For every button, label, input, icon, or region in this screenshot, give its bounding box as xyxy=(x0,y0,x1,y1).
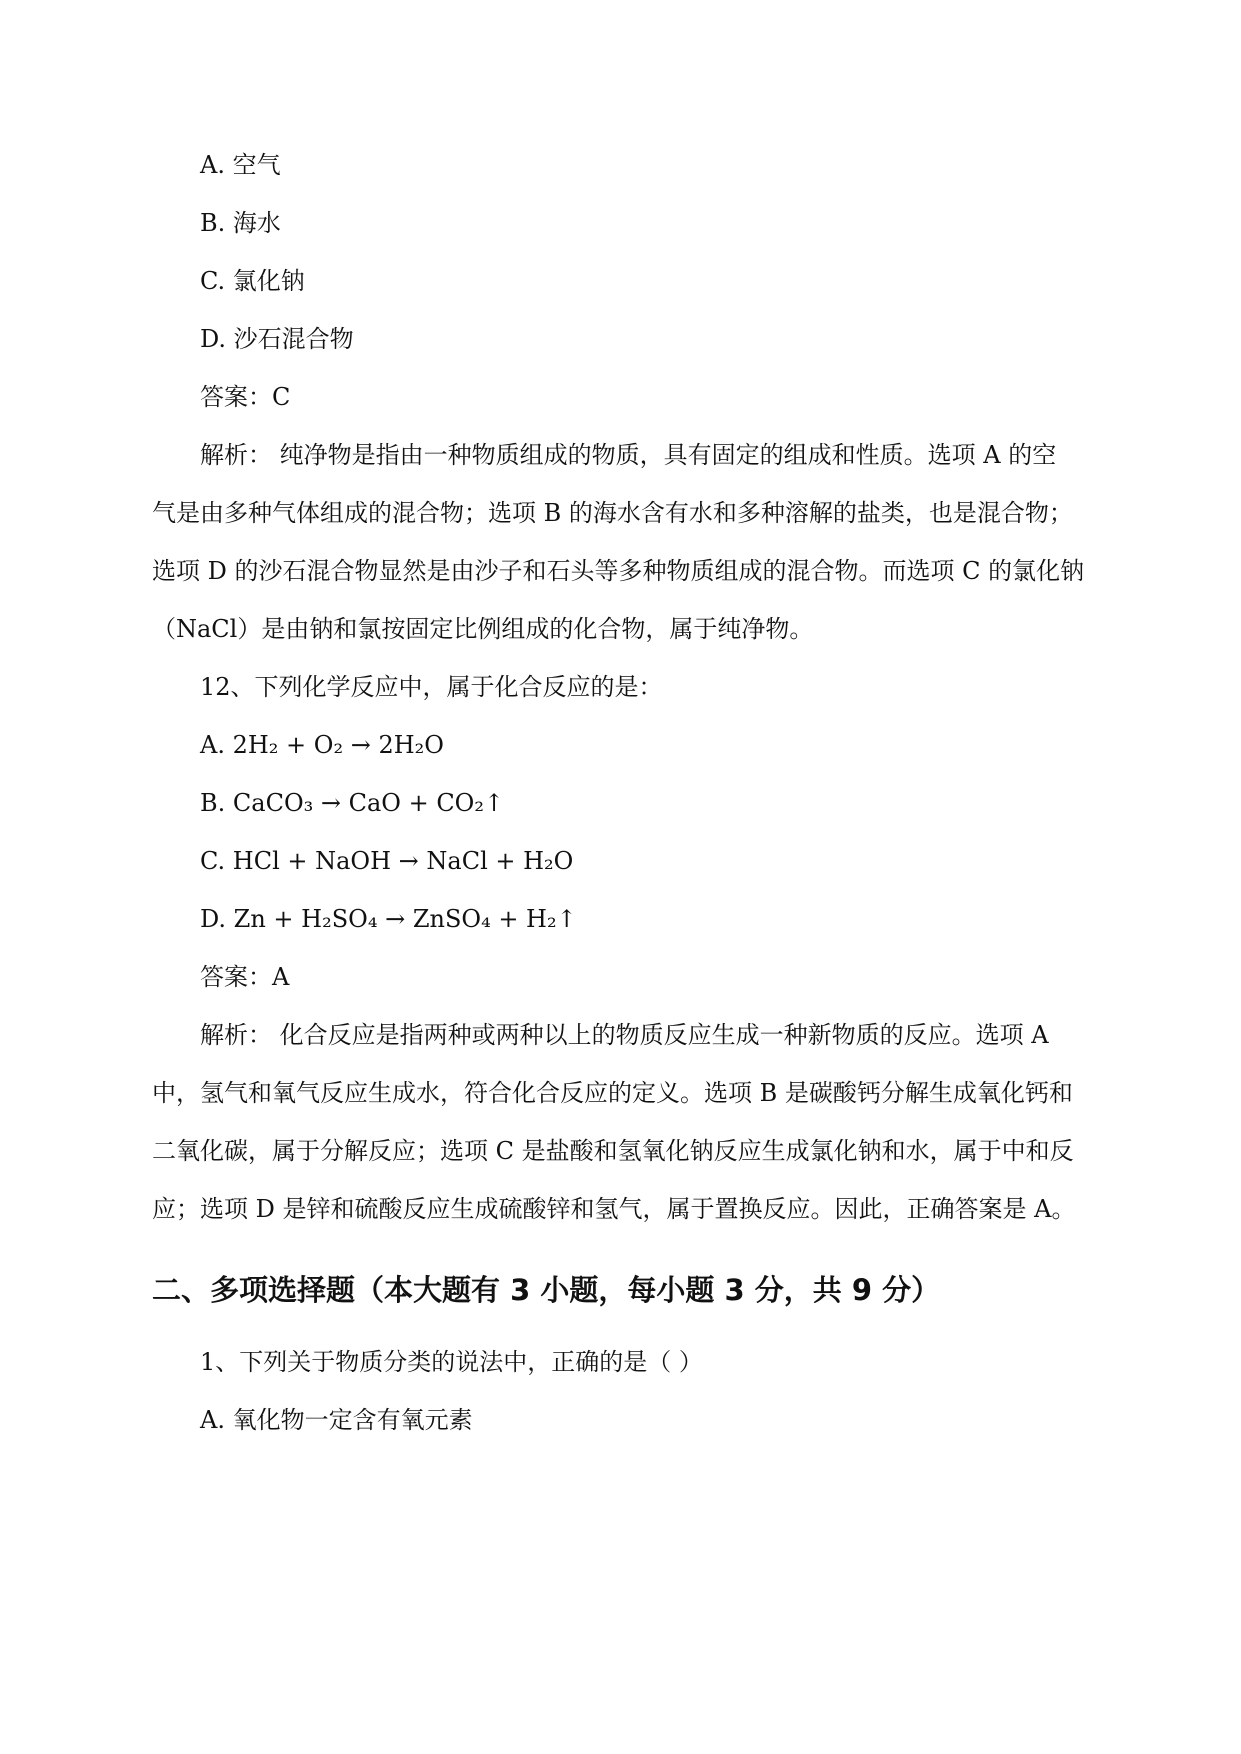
q12-analysis-line-3: 二氧化碳，属于分解反应；选项 C 是盐酸和氢氧化钠反应生成氯化钠和水，属于中和反 xyxy=(152,1137,1074,1165)
q12-option-d xyxy=(200,902,577,936)
q11-analysis-line-2: 气是由多种气体组成的混合物；选项 B 的海水含有水和多种溶解的盐类，也是混合物； xyxy=(152,499,1073,527)
q12-option-c-equation: HCl + NaOH → NaCl + H₂O xyxy=(232,847,574,875)
q12-option-b-equation: CaCO₃ → CaO + CO₂↑ xyxy=(232,789,505,817)
q11-option-c: C. 氯化钠 xyxy=(200,267,305,295)
q12-stem: 12、下列化学反应中，属于化合反应的是： xyxy=(200,673,663,701)
q11-analysis-line-1: 解析： 纯净物是指由一种物质组成的物质，具有固定的组成和性质。选项 A 的空 xyxy=(200,441,1057,469)
q12-option-d-prefix: D. xyxy=(200,905,227,933)
q12-analysis-line-4: 应；选项 D 是锌和硫酸反应生成硫酸锌和氢气，属于置换反应。因此，正确答案是 A。 xyxy=(152,1195,1076,1223)
q11-answer: 答案：C xyxy=(200,383,291,411)
q12-option-b-prefix: B. xyxy=(200,789,226,817)
q12-option-d-equation: Zn + H₂SO₄ → ZnSO₄ + H₂↑ xyxy=(233,905,577,933)
q12-answer: 答案：A xyxy=(200,963,290,991)
section-2-q1-option-a: A. 氧化物一定含有氧元素 xyxy=(200,1406,473,1434)
q12-option-a xyxy=(200,728,444,762)
q12-option-b xyxy=(200,786,504,820)
q12-option-c-prefix: C. xyxy=(200,847,226,875)
q11-analysis-line-3: 选项 D 的沙石混合物显然是由沙子和石头等多种物质组成的混合物。而选项 C 的氯化钠 xyxy=(152,557,1085,585)
q12-option-a-equation: 2H₂ + O₂ → 2H₂O xyxy=(232,731,444,759)
q12-option-a-prefix: A. xyxy=(200,731,225,759)
section-2-title: 二、多项选择题（本大题有 3 小题，每小题 3 分，共 9 分） xyxy=(152,1273,941,1307)
q11-analysis-line-4: （NaCl）是由钠和氯按固定比例组成的化合物，属于纯净物。 xyxy=(152,615,814,643)
q12-analysis-line-1: 解析： 化合反应是指两种或两种以上的物质反应生成一种新物质的反应。选项 A xyxy=(200,1021,1049,1049)
q12-option-c xyxy=(200,844,573,878)
section-2-q1-stem: 1、下列关于物质分类的说法中，正确的是（ ） xyxy=(200,1348,703,1376)
q11-option-b: B. 海水 xyxy=(200,209,281,237)
q11-option-d: D. 沙石混合物 xyxy=(200,325,354,353)
q11-option-a: A. 空气 xyxy=(200,151,281,179)
q12-analysis-line-2: 中，氢气和氧气反应生成水，符合化合反应的定义。选项 B 是碳酸钙分解生成氧化钙和 xyxy=(152,1079,1073,1107)
